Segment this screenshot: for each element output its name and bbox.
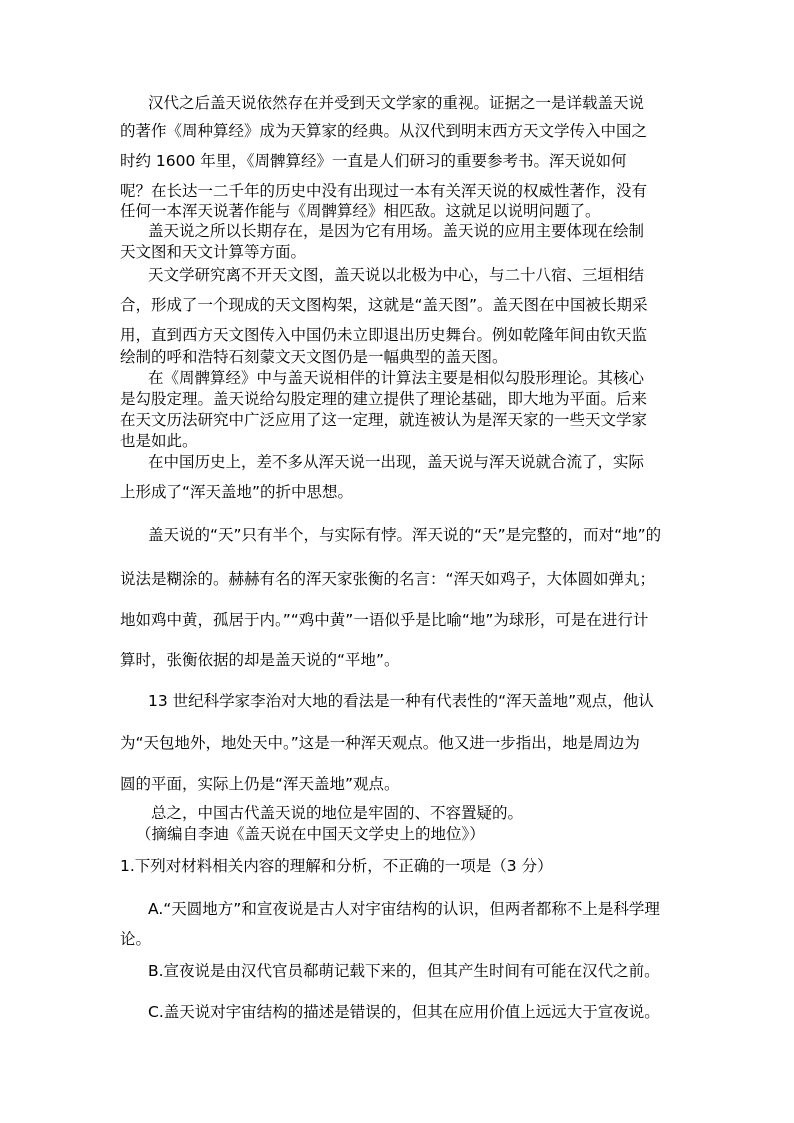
text-line: 天文图和天文计算等方面。 xyxy=(120,243,307,261)
text-line: 在《周髀算经》中与盖天说相伴的计算法主要是相似勾股形理论。其核心 xyxy=(148,369,645,387)
text-line: 盖天说之所以长期存在，是因为它有用场。盖天说的应用主要体现在绘制 xyxy=(148,222,645,240)
option-a-continued: 论。 xyxy=(120,930,152,948)
text-line: 在天文历法研究中广泛应用了这一定理，就连被认为是浑天家的一些天文学家 xyxy=(120,411,648,429)
text-line: 盖天说的“天”只有半个，与实际有悖。浑天说的“天”是完整的，而对“地”的 xyxy=(148,526,662,544)
text-line: 13 世纪科学家李治对大地的看法是一种有代表性的“浑天盖地”观点，他认 xyxy=(148,692,654,710)
text-line: 汉代之后盖天说依然存在并受到天文学家的重视。证据之一是详载盖天说 xyxy=(148,94,645,112)
text-line: 上形成了“浑天盖地”的折中思想。 xyxy=(120,483,354,501)
option-b: B.宣夜说是由汉代官员郗萌记载下来的，但其产生时间有可能在汉代之前。 xyxy=(148,962,660,980)
text-line: 圆的平面，实际上仍是“浑天盖地”观点。 xyxy=(120,775,400,793)
text-line: 呢？在长达一二千年的历史中没有出现过一本有关浑天说的权威性著作，没有 xyxy=(120,182,648,200)
text-line: 说法是糊涂的。赫赫有名的浑天家张衡的名言：“浑天如鸡子，大体圆如弹丸； xyxy=(120,570,656,588)
text-line: 时约 1600 年里，《周髀算经》一直是人们研习的重要参考书。浑天说如何 xyxy=(120,152,627,170)
text-line: 的著作《周种算经》成为天算家的经典。从汉代到明末西方天文学传入中国之 xyxy=(120,122,648,140)
text-line: 地如鸡中黄，孤居于内。”“鸡中黄”一语似乎是比喻“地”为球形，可是在进行计 xyxy=(120,611,649,629)
text-line: 合，形成了一个现成的天文图构架，这就是“盖天图”。盖天图在中国被长期采 xyxy=(120,296,648,314)
text-line: 用，直到西方天文图传入中国仍未立即退出历史舞台。例如乾隆年间由钦天监 xyxy=(120,326,648,344)
text-line: 在中国历史上，差不多从浑天说一出现，盖天说与浑天说就合流了，实际 xyxy=(148,453,645,471)
text-line: 总之，中国古代盖天说的地位是牢固的、不容置疑的。 xyxy=(151,804,524,822)
text-line: （摘编自李迪《盖天说在中国天文学史上的地位》） xyxy=(136,825,485,843)
text-line: 为“天包地外，地处天中。”这是一种浑天观点。他又进一步指出，地是周边为 xyxy=(120,734,640,752)
option-c: C.盖天说对宇宙结构的描述是错误的，但其在应用价值上远远大于宣夜说。 xyxy=(148,1003,660,1021)
text-line: 任何一本浑天说著作能与《周髀算经》相匹敌。这就足以说明问题了。 xyxy=(120,202,601,220)
question-stem: 1.下列对材料相关内容的理解和分析，不正确的一项是（3 分） xyxy=(120,857,553,875)
text-line: 天文学研究离不开天文图，盖天说以北极为中心，与二十八宿、三垣相结 xyxy=(148,266,645,284)
text-line: 绘制的呼和浩特石刻蒙文天文图仍是一幅典型的盖天图。 xyxy=(120,348,508,366)
option-a: A.“天圆地方”和宣夜说是古人对宇宙结构的认识，但两者都称不上是科学理 xyxy=(148,900,660,918)
text-line: 也是如此。 xyxy=(120,432,198,450)
text-line: 算时，张衡依据的却是盖天说的“平地”。 xyxy=(120,651,400,669)
text-line: 是勾股定理。盖天说给勾股定理的建立提供了理论基础，即大地为平面。后来 xyxy=(120,390,648,408)
